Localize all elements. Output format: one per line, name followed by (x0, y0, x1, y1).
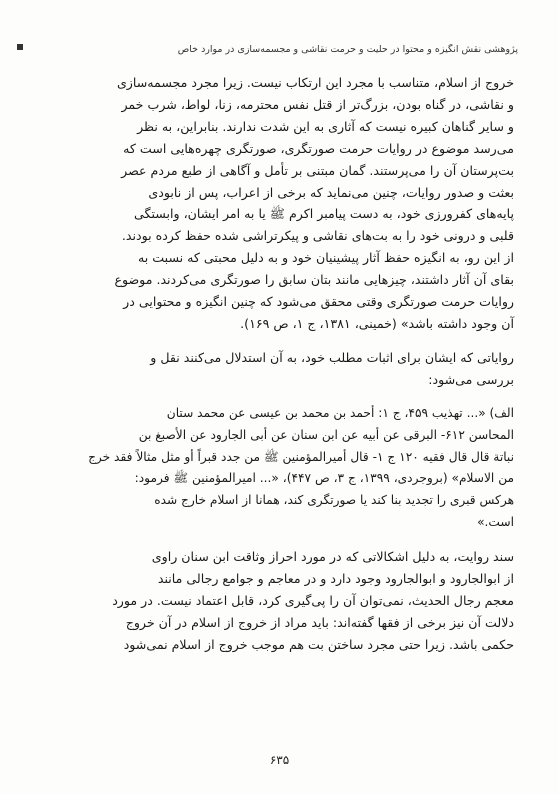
text-line: و سایر گناهان کبیره نیست که آثاری به این شدت ندارند. بنابراین، به نظر (137, 118, 514, 134)
text-line: الف) «... تهذیب ۴۵۹، ج ۱: أحمد بن محمد بن عیسی عن محمد ستان (166, 405, 514, 420)
text-line: می‌رسد موضوع در روایات حرمت صورتگری، صورتگری چهره‌هایی است که (123, 140, 514, 156)
text-line: هرکس قبری را تجدید بنا کند یا صورتگری کند، همانا از اسلام خارج شده (154, 493, 514, 508)
text-line: بررسی می‌شود: (428, 371, 514, 387)
header-marker (17, 44, 23, 50)
text-line: حکمی باشد. زیرا حتی مجرد ساختن بت هم موجب خروج از اسلام نمی‌شود (123, 636, 514, 652)
text-line: و نقاشی، در گناه بودن، بزرگ‌تر از قتل نفس محترمه، زنا، لواط، شرب خمر (121, 96, 514, 112)
paragraph-2 (66, 347, 514, 391)
running-header: پژوهشی نقش انگیزه و محتوا در حلیت و حرمت نقاشی و مجسمه‌سازی در موارد خاص (177, 44, 518, 55)
text-line: آن وجود داشته باشد» (خمینی، ۱۳۸۱، ج ۱، ص ۱۶۹). (240, 315, 514, 331)
text-line: است.» (477, 515, 514, 530)
paragraph-1 (66, 72, 514, 335)
paragraph-4 (66, 546, 514, 656)
text-line: بعثت و صدور روایات، چنین می‌نماید که برخی از اعراب، پس از نابودی (148, 184, 514, 200)
text-line: روایاتی که ایشان برای اثبات مطلب خود، به آن استدلال می‌کنند نقل و (150, 349, 514, 365)
text-line: دلالت آن نیز برخی از فقها گفته‌اند: باید مراد از خروج از اسلام در آن خروج (125, 614, 514, 630)
text-line: خروج از اسلام، متناسب با مجرد این ارتکاب نیست. زیرا مجرد مجسمه‌سازی (116, 75, 514, 90)
text-line: از ابوالجارود و ابوالجارود وجود دارد و در معاجم و جوامع رجالی مانند (157, 571, 514, 587)
text-line: پایه‌های کفرورزی خود، به دست پیامبر اکرم ﷺ یا به امر ایشان، وابستگی (134, 206, 514, 222)
text-line: معجم رجال الحدیث، نمی‌توان آن را پی‌گیری کرد، قابل اعتماد نیست. در مورد (112, 592, 514, 608)
text-line: سند روایت، به دلیل اشکالاتی که در مورد احراز وثاقت ابن سنان راوی (151, 549, 514, 565)
page-number: ۶۳۵ (269, 753, 290, 767)
text-line: نباتة قال قال فقیه ۱۲۰ ج ۱- قال أمیرالمؤمنین ﷺ من جدد قبراً أو مثل مثالاً فقد خرج (88, 449, 514, 464)
text-line: روایات حرمت صورتگری وقتی محقق می‌شود که چنین انگیزه و محتوایی در (123, 294, 514, 310)
paragraph-3-quote (66, 403, 514, 534)
text-line: از این رو، به انگیزه حفظ آثار پیشینیان خود و به دلیل محبتی که نسبت به (138, 250, 514, 266)
text-line: المحاسن ۶۱۲- البرقی عن أبیه عن ابن سنان عن أبی الجارود عن الأصبغ بن (138, 427, 514, 442)
page-body (66, 72, 514, 656)
text-line: بقای آن آثار داشتند، چیزهایی مانند بتان سابق را صورتگری می‌کردند. موضوع (114, 272, 514, 288)
text-line: من الاسلام» (بروجردی، ۱۳۹۹، ج ۳، ص ۴۴۷)، «... امیرالمؤمنین ﷺ فرمود: (134, 471, 514, 486)
text-line: قلبی و درونی خود را به بت‌های نقاشی و پیکرتراشی شده حفظ کرده بودند. (121, 228, 514, 244)
text-line: بت‌پرستان آن را می‌پرستند. گمان مبتنی بر تأمل و آگاهی از طبع مردم عصر (121, 162, 514, 178)
